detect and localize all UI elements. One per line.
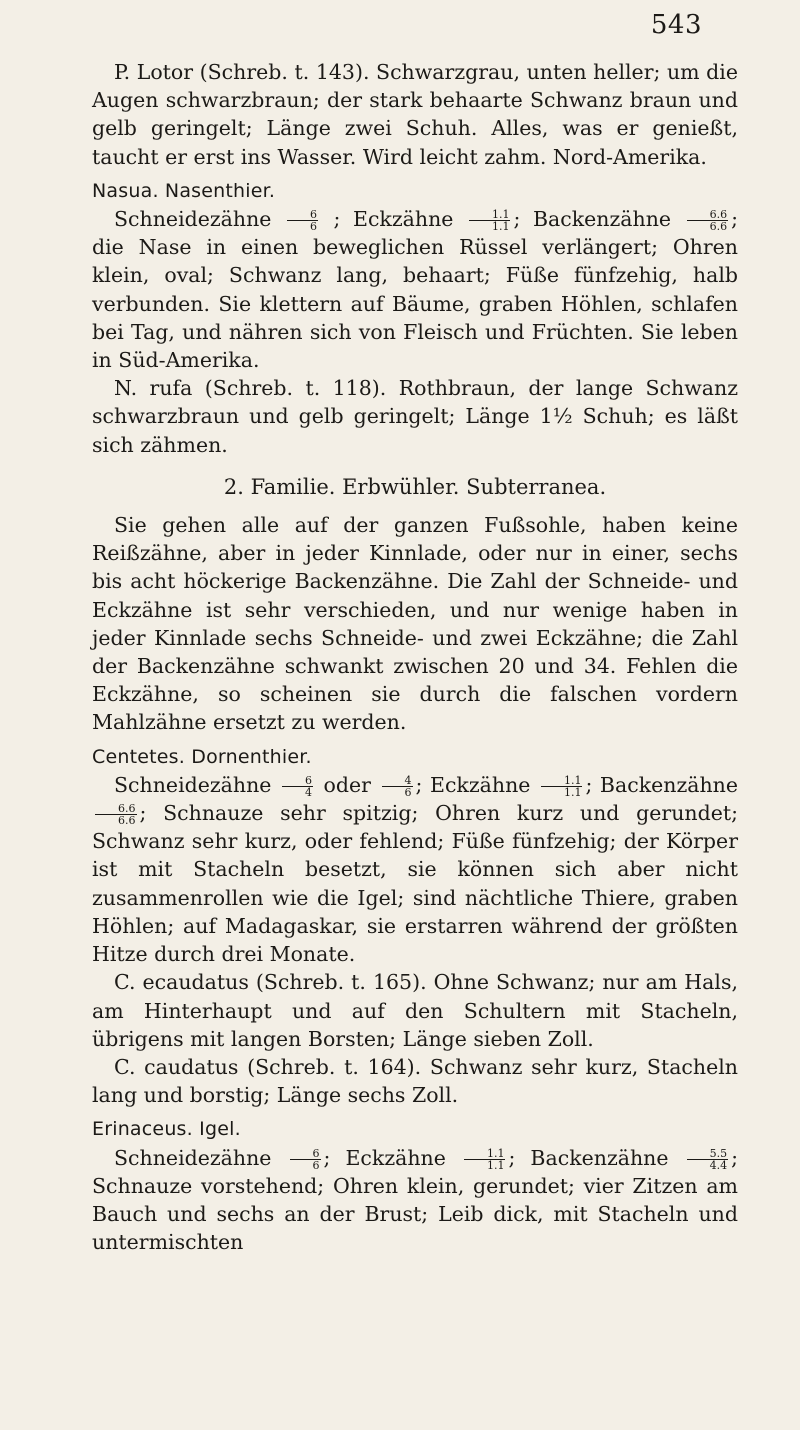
fraction-denominator: 6.6: [118, 814, 136, 828]
fraction-numerator: 4: [382, 775, 413, 787]
fraction-denominator: 6: [404, 785, 412, 799]
family-heading: 2. Familie. Erbwühler. Subterranea.: [223, 474, 607, 499]
dental-fraction: [464, 1148, 506, 1171]
formula-text: ; die Nase in einen beweglichen Rüssel verlängert; Ohren klein, oval; Schwanz lang, behaart; Füße fünfzehig, halb verbunden. Sie klettern auf Bäume, graben Höhlen, schlafen bei Tag, und nähren sich von Fleisch und Früchten. Sie leben in Süd-Amerika.: [92, 207, 738, 373]
formula-text: ; Schnauze vorstehend; Ohren klein, gerundet; vier Zitzen am Bauch und sechs an der Brust; Leib dick, mit Stacheln und untermischten: [92, 1145, 739, 1255]
fraction-denominator: 1.1: [486, 1158, 505, 1172]
formula-text: ; Eckzähne: [320, 207, 466, 232]
dental-fraction: [687, 209, 729, 232]
formula-text: ; Backenzähne: [585, 772, 739, 797]
paragraph-nasua-rufa: N. rufa (Schreb. t. 118). Rothbraun, der lange Schwanz schwarzbraun und gelb geringelt; Länge 1½ Schuh; es läßt sich zähmen.: [92, 376, 738, 457]
formula-text: ; Backenzähne: [513, 207, 684, 232]
genus-heading-erinaceus: Erinaceus. Igel.: [92, 1118, 241, 1141]
fraction-numerator: 6.6: [687, 209, 729, 221]
formula-text: ; Schnauze sehr spitzig; Ohren kurz und gerundet; Schwanz sehr kurz, oder fehlend; Füße fünfzehig; der Körper ist mit Stacheln besetzt, sie können sich aber nicht zusammenrollen wie die Igel; sind nächtliche Thiere, graben Höhlen; auf Madagaskar, sie erstarren während der größten Hitze durch drei Monate.: [92, 801, 738, 967]
fraction-denominator: 1.1: [491, 220, 510, 234]
dental-fraction: [95, 803, 137, 826]
formula-text: ; Backenzähne: [508, 1145, 684, 1170]
paragraph-ecaudatus: C. ecaudatus (Schreb. t. 165). Ohne Schwanz; nur am Hals, am Hinterhaupt und auf den Schultern mit Stacheln, übrigens mit langen Borsten; Länge sieben Zoll.: [92, 970, 738, 1051]
paragraph-nasua-formula: [92, 205, 738, 374]
formula-text: Schneidezähne: [114, 1145, 287, 1170]
fraction-denominator: 1.1: [563, 785, 582, 799]
dental-fraction: [687, 1148, 729, 1171]
fraction-numerator: 1.1: [541, 775, 583, 787]
formula-text: ; Eckzähne: [323, 1145, 461, 1170]
paragraph-subterranea: Sie gehen alle auf der ganzen Fußsohle, haben keine Reißzähne, aber in jeder Kinnlade, oder nur in einer, sechs bis acht höckerige Backenzähne. Die Zahl der Schneide- und Eckzähne ist sehr verschieden, und nur wenige haben in jeder Kinnlade sechs Schneide- und zwei Eckzähne; die Zahl der Backenzähne schwankt zwischen 20 und 34. Fehlen die Eckzähne, so scheinen sie durch die falschen vordern Mahlzähne ersetzt zu werden.: [92, 513, 738, 735]
paragraph-caudatus: C. caudatus (Schreb. t. 164). Schwanz sehr kurz, Stacheln lang und borstig; Länge sechs Zoll.: [92, 1054, 738, 1108]
dental-fraction: [541, 775, 583, 798]
fraction-numerator: 5.5: [687, 1148, 729, 1160]
dental-fraction: [287, 209, 318, 232]
fraction-numerator: 6: [290, 1148, 321, 1160]
dental-fraction: [282, 775, 313, 798]
fraction-numerator: 6.6: [95, 803, 137, 815]
paragraph-erinaceus-formula: [92, 1144, 738, 1257]
fraction-numerator: 6: [282, 775, 313, 787]
fraction-numerator: 1.1: [469, 209, 511, 221]
dental-fraction: [290, 1148, 321, 1171]
paragraph-centetes-formula: [92, 771, 738, 968]
formula-text: oder: [316, 772, 379, 797]
genus-heading-nasua: Nasua. Nasenthier.: [92, 179, 276, 202]
fraction-numerator: 6: [287, 209, 318, 221]
dental-fraction: [469, 209, 511, 232]
formula-text: ; Eckzähne: [415, 772, 538, 797]
dental-fraction: [382, 775, 413, 798]
fraction-denominator: 6: [312, 1158, 320, 1172]
page-number: 543: [650, 10, 702, 40]
page-text: [92, 58, 738, 1256]
formula-text: Schneidezähne: [114, 772, 279, 797]
formula-text: Schneidezähne: [114, 207, 284, 232]
fraction-denominator: 4.4: [709, 1158, 728, 1172]
fraction-denominator: 6: [309, 220, 317, 234]
fraction-denominator: 6.6: [709, 220, 728, 234]
genus-heading-centetes: Centetes. Dornenthier.: [92, 745, 312, 768]
fraction-denominator: 4: [305, 785, 312, 799]
fraction-numerator: 1.1: [464, 1148, 506, 1160]
paragraph-lotor: P. Lotor (Schreb. t. 143). Schwarzgrau, unten heller; um die Augen schwarzbraun; der stark behaarte Schwanz braun und gelb geringelt; Länge zwei Schuh. Alles, was er genießt, taucht er erst ins Wasser. Wird leicht zahm. Nord-Amerika.: [92, 60, 738, 169]
